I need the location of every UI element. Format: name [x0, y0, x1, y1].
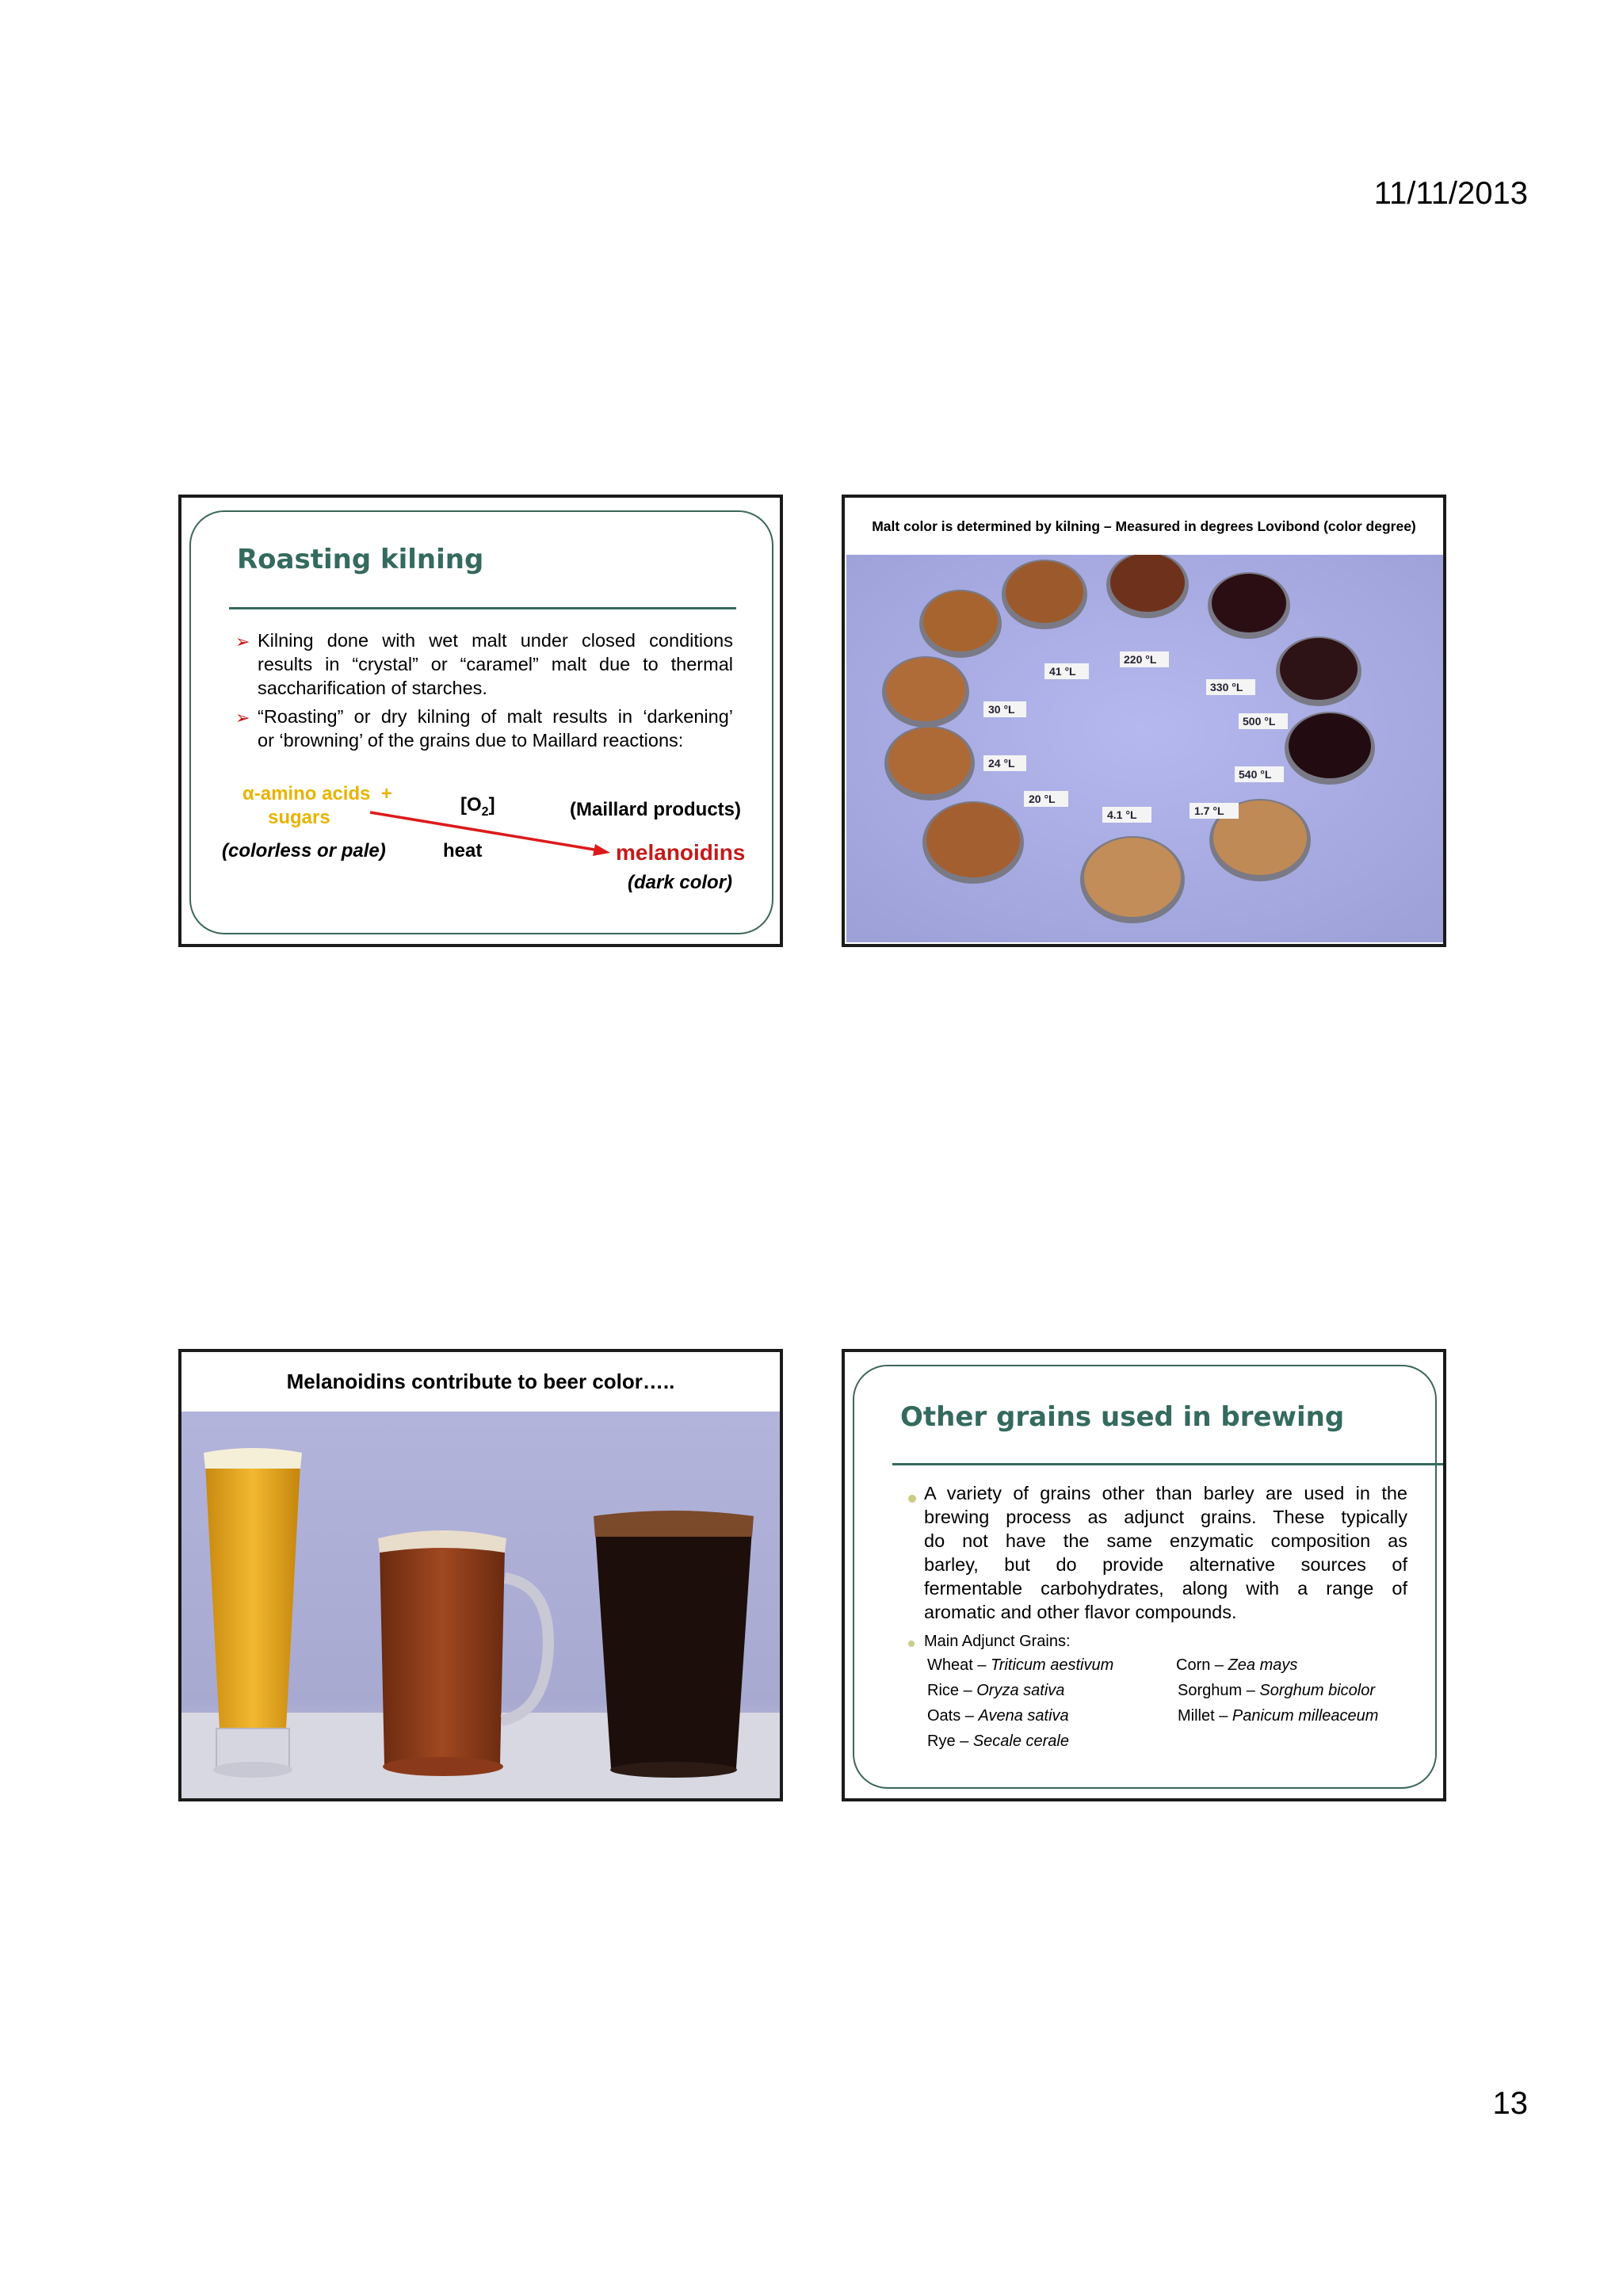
condition-heat: heat — [443, 840, 483, 861]
grain-bowl — [922, 801, 1024, 884]
slide-caption: Malt color is determined by kilning – Measured in degrees Lovibond (color degree) — [872, 518, 1416, 534]
slide-other-grains — [842, 1349, 1446, 1801]
lovibond-label: 24 °L — [988, 757, 1015, 770]
reaction-arrow-icon — [181, 498, 783, 947]
product-note: (dark color) — [628, 872, 733, 893]
reactant-label: α-amino acids + — [242, 783, 392, 804]
grain-bowl — [1080, 836, 1185, 923]
lovibond-label: 1.7 °L — [1194, 804, 1224, 817]
lovibond-label: 20 °L — [1029, 793, 1056, 805]
stout-glass — [594, 1511, 754, 1778]
bullet-text: Main Adjunct Grains: — [924, 1633, 1071, 1650]
grain-item: Rice – Oryza sativa — [927, 1682, 1065, 1699]
product-name: melanoidins — [616, 840, 746, 865]
arrow-bullet-icon: ➢ — [235, 632, 250, 651]
grain-bowl — [919, 590, 1002, 658]
lovibond-label: 500 °L — [1243, 715, 1276, 728]
product-label: (Maillard products) — [570, 799, 742, 820]
reactant-note: (colorless or pale) — [222, 840, 386, 861]
beer-glasses-photo — [181, 1412, 780, 1798]
arrow-bullet-icon: ➢ — [235, 708, 250, 728]
slide-beer-color — [178, 1349, 783, 1801]
bullet-text: “Roasting” or dry kilning of malt results in ‘darkening’ or ‘browning’ of the grains due to Maillard reactions: — [258, 706, 733, 751]
grain-bowl — [1276, 636, 1361, 706]
page-date: 11/11/2013 — [1373, 176, 1528, 211]
title-divider — [892, 1463, 1446, 1465]
lovibond-label: 41 °L — [1049, 665, 1076, 678]
slide-title: Roasting kilning — [237, 544, 484, 575]
lager-glass — [204, 1448, 302, 1778]
malt-samples-photo — [846, 555, 1443, 942]
grain-bowl — [1002, 560, 1087, 629]
grain-item: Sorghum – Sorghum bicolor — [1178, 1682, 1376, 1699]
lovibond-label: 30 °L — [988, 703, 1015, 716]
grain-bowl — [1208, 572, 1290, 639]
lovibond-label: 4.1 °L — [1107, 808, 1137, 821]
grain-bowl — [884, 726, 975, 800]
lovibond-label: 540 °L — [1239, 768, 1272, 781]
grain-bowl — [882, 656, 969, 728]
slide-title: Other grains used in brewing — [900, 1401, 1345, 1433]
grain-item: Wheat – Triticum aestivum — [927, 1656, 1114, 1674]
grain-item: Millet – Panicum milleaceum — [1178, 1707, 1379, 1725]
grain-item: Corn – Zea mays — [1176, 1656, 1298, 1674]
condition-o2: $[O_2]$ — [460, 794, 495, 819]
lovibond-label: 220 °L — [1124, 653, 1157, 666]
lovibond-label: 330 °L — [1210, 681, 1243, 693]
slide-title: Melanoidins contribute to beer color….. — [286, 1370, 675, 1393]
grain-item: Oats – Avena sativa — [927, 1707, 1069, 1725]
page-number: 13 — [1492, 2086, 1528, 2121]
bullet-dot-icon — [908, 1495, 916, 1503]
grain-bowl — [1285, 712, 1375, 785]
bullet-dot-icon — [908, 1641, 915, 1647]
bullet-text: A variety of grains other than barley are used in the brewing process as adjunct grains. These typically do not have the same enzymatic composition as barley, but do provide alternative sources of fermentable carbohydrates, along with a range of aromatic and other flavor compounds. — [924, 1483, 1407, 1622]
bullet-text: Kilning done with wet malt under closed conditions results in “crystal” or “caramel” malt due to thermal saccharification of starches. — [258, 630, 733, 698]
slide-roasting-kilning — [178, 495, 783, 947]
slide-malt-color — [842, 495, 1446, 947]
grain-item: Rye – Secale cerale — [927, 1733, 1069, 1750]
reactant-label: sugars — [268, 807, 330, 828]
